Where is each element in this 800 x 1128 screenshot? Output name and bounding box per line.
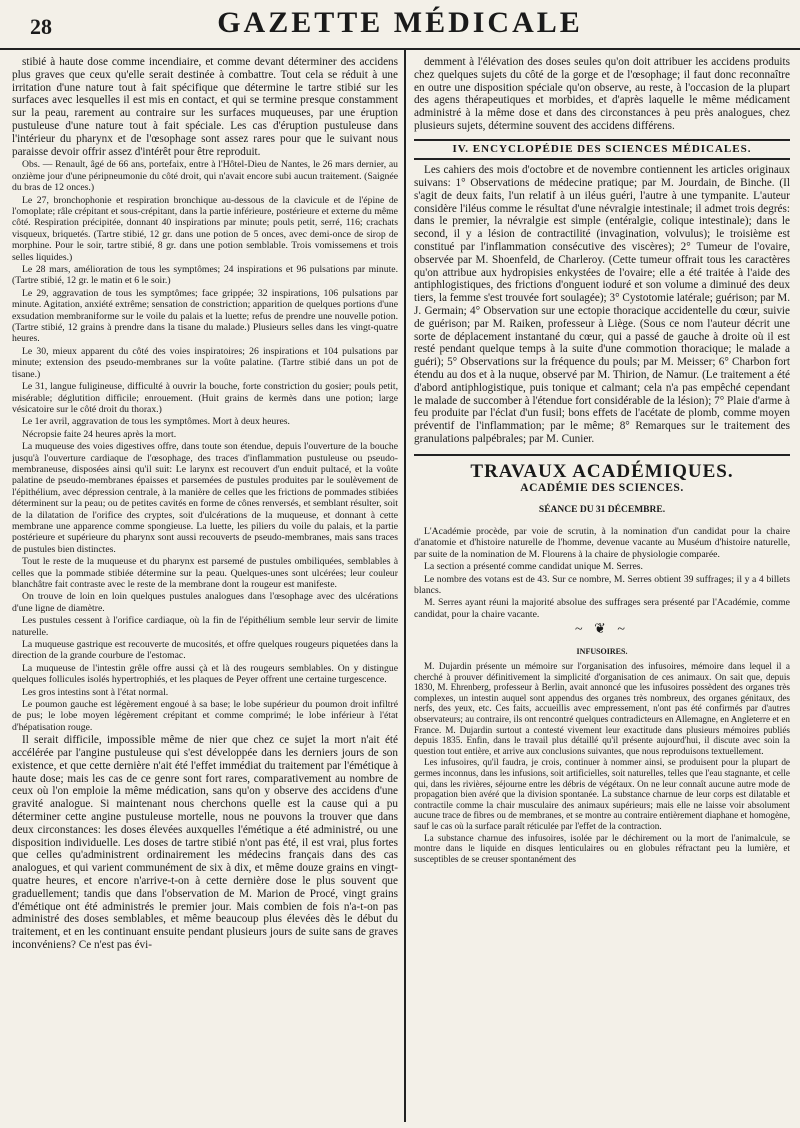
day-27-paragraph: Le 27, bronchophonie et respiration bronchique au-dessous de la clavicule et de l'épine de l'omoplate; râle crépitant et sous-crépitant, dans la partie inférieure, postérieure et externe du même côté. Respiration précipitée, donnant 40 inspirations par minute; pouls petit, serré, 116; crachats visqueux, briquetés. (Tartre stibié, 12 gr. dans une potion de 5 onces, avec demi-once de sirop de morphine. Pour le soir, tartre stibié, 8 gr. dans une potion semblable. Trois vomissemens et trois selles liquides.) — [12, 194, 398, 263]
substance-paragraph: La substance charnue des infusoires, isolée par le déchirement ou la mort de l'animalcule, se montre dans le liquide en disques lenticulaires ou en globules réfractant peu la lumière, et susceptibles de se creuser spontanément des — [414, 832, 790, 864]
section-candidate-paragraph: La section a présenté comme candidat unique M. Serres. — [424, 561, 643, 573]
infusoires-heading: INFUSOIRES. — [576, 646, 628, 656]
necropsy-paragraph: Nécropsie faite 24 heures après la mort. — [22, 428, 177, 440]
seance-heading: SÉANCE DU 31 DÉCEMBRE. — [538, 504, 666, 515]
intro-paragraph: stibié à haute dose comme incendiaire, et comme devant déterminer des accidens plus graves que ceux qu'elle serait destinée à combattre. Tout cela se réduit à une irritation d'une nature tout à fait spécifique que détermine le tartre stibié sur les surfaces avec lesquelles il est mis en contact, et qui se termine presque constamment sur la peau, rarement au contraire sur les surfaces muqueuses, par une éruption pustuleuse d'une nature tout à fait spéciale. Les cas d'éruption pustuleuse dans l'intérieur du pharynx et de l'œsophage sont assez rares pour que le suivant nous paraisse devoir offrir assez d'intérêt pour être reproduit. — [12, 56, 398, 158]
academie-heading: ACADÉMIE DES SCIENCES. — [520, 482, 684, 495]
mucosa-paragraph: La muqueuse des voies digestives offre, dans toute son étendue, depuis l'ouverture de la bouche jusqu'à l'ouverture cardiaque de l'œsophage, des traces d'inflammation pustuleuse ou pseudo-membraneuse, disposées ainsi qu'il suit: Le larynx est recouvert d'un enduit pultacé, et la voûte palatine de pseudo-membranes épaisses et parsemées de pustules produites par le soulèvement de l'épithélium, avec dépression centrale, à la manière de celles que les frictions de pommades stibiées déterminent sur la peau; ou de petites cavités en forme de cônes renversés, et semblant résulter, soit de la dilatation de l'orifice des cryptes, soit d'ulcérations de la muqueuse, et donnant à cette membrane une apparence comme spongieuse. La luette, les piliers du voile du palais, et la partie postérieure et supérieure du pharynx sont aussi recouverts de pseudo-membranes, mais sans traces de pustules bien distinctes. — [12, 441, 398, 555]
left-column — [12, 56, 398, 1118]
gastric-paragraph: La muqueuse gastrique est recouverte de mucosités, et offre quelques rougeurs piquetées dans la direction de la grande courbure de l'estomac. — [12, 639, 398, 662]
right-column — [414, 56, 790, 1118]
continuation-paragraph: demment à l'élévation des doses seules qu'on doit attribuer les accidens produits chez quelques sujets du côté de la gorge et de l'œsophage; il faut donc reconnaître en outre une disposition spéciale qu'on observe, au reste, à l'occasion de la plupart des agens thérapeutiques et morbides, et d'après laquelle le même médicament administré à la même dose et dans des circonstances à peu près analogues, chez plusieurs sujets, détermine souvent des accidens différens. — [414, 56, 790, 132]
rest-mucosa-paragraph: Tout le reste de la muqueuse et du pharynx est parsemé de pustules ombiliquées, semblables à celles que la pommade stibiée détermine sur la peau. Quelques-unes sont ulcérées; leur couleur blanchâtre fait contraste avec le reste de la membrane dont la rougeur est manifeste. — [12, 556, 398, 590]
observation-heading-paragraph: Obs. — Renault, âgé de 66 ans, portefaix, entre à l'Hôtel-Dieu de Nantes, le 26 mars dernier, au onzième jour d'une péripneumonie du côté droit, qui n'avait encore subi aucun traitement. (Saignée du bras de 12 onces.) — [12, 159, 398, 194]
encyclopedie-paragraph: Les cahiers des mois d'octobre et de novembre contiennent les articles originaux suivans: 1° Observations de médecine pratique; par M. Jourdain, de Binche. (Il s'agit de deux faits, l'un relatif à un iléus guéri, l'autre à une tympanite. L'auteur considère l'iléus comme le résultat d'une névralgie intestinale; il admet trois degrés: dans le premier, la névralgie est simple (entéralgie, colique intestinale); dans le second, il y a lésion de contractilité (invagination, volvulus); le troisième est constitué par l'inflammation consécutive des viscères); 2° Tumeur de l'ovaire, observée par M. Shoenfeld, de Charleroy. (Cette tumeur offrait tous les caractères qu'on attribue aux hydropisies enkystées de l'ovaire; elle a été traitée à l'aide des antiphlogistiques, des frictions d'onguent ioduré et son volume a diminué des deux tiers, la femme s'est trouvée fort soulagée); 3° Cystotomie latérale; guérison; par M. J. Germain; 4° Observation sur une ectopie thoracique accidentelle du cœur, suivie de guérison; par M. Raiken, professeur à Liège. (Sous ce nom l'auteur décrit une sorte de déplacement instantané du cœur, qui a passé de gauche à droite où il est resté pendant quelque temps à la suite d'une commotion thoracique; le malade a guéri); 5° Observations sur la fréquence du pouls; par M. Meisser; 6° Charbon fort étendu au dos et à la nuque, observé par M. Thirion, de Namur. (Le traitement a été d'abord antiphlogistique, puis tonique et calmant; cela n'a pas empêché cependant le malade de succomber à l'étendue fort considérable de la lésion); 7° Plaie d'arme à feu produite par l'éclat d'un fusil; bons effets de l'acétate de plomb, comme moyen préventif de l'inflammation; par le même; 8° Remarques sur le traitement des granulations palpébrales; par M. Cunier. — [414, 164, 790, 445]
april-1-paragraph: Le 1er avril, aggravation de tous les symptômes. Mort à deux heures. — [22, 416, 290, 428]
dujardin-paragraph: M. Dujardin présente un mémoire sur l'organisation des infusoires, mémoire dans lequel il a cherché à prouver définitivement la simplicité d'organisation de ces animaux. On sait que, depuis 1830, M. Ehrenberg, professeur à Berlin, avait annoncé que les infusoires possèdent des organes très complexes, un intestin auquel sont appendus des organes très nombreux, des organes génitaux, des nerfs, des yeux, etc. Ces faits, accueillis avec empressement, n'ont pas été confirmés par d'autres observateurs; au contraire, ils ont rencontré quelques contradicteurs en Allemagne, en Angleterre et en France. M. Dujardin surtout a contesté vivement leur exactitude dans plusieurs mémoires publiés depuis 1835. Enfin, dans le travail plus détaillé qu'il présente aujourd'hui, il discute avec soin la question tout entière, et arrive aux conclusions suivantes, que nous reproduisons textuellement. — [414, 661, 790, 756]
serres-paragraph: M. Serres ayant réuni la majorité absolue des suffrages sera présenté par l'Académie, comme candidat, pour la chaire vacante. — [414, 597, 790, 620]
day-31-paragraph: Le 31, langue fuligineuse, difficulté à ouvrir la bouche, forte constriction du gosier; pouls petit, misérable; déglutition difficile; enrouement. (Huit grains de kermès dans une potion; large vésicatoire sur le côté droit du thorax.) — [12, 381, 398, 415]
day-30-paragraph: Le 30, mieux apparent du côté des voies inspiratoires; 26 inspirations et 104 pulsations par minute; extension des pseudo-membranes sur la voûte palatine. (Tartre stibié dans un pot de tisane.) — [12, 345, 398, 380]
lung-paragraph: Le poumon gauche est légèrement engoué à sa base; le lobe supérieur du poumon droit infiltré de pus; le lobe moyen légèrement crépitant et comme comprimé; le lobe inférieur à l'état d'hépatisation rouge. — [12, 699, 398, 733]
intestine-paragraph: La muqueuse de l'intestin grêle offre aussi çà et là des rougeurs semblables. On y distingue quelques follicules isolés hypertrophiés, et les plaques de Peyer offrent une certaine turgescence. — [12, 662, 398, 686]
pustules-cease-paragraph: Les pustules cessent à l'orifice cardiaque, où la fin de l'épithélium semble leur servir de limite naturelle. — [12, 615, 398, 638]
column-divider — [404, 50, 406, 1122]
day-29-paragraph: Le 29, aggravation de tous les symptômes; face grippée; 32 inspirations, 106 pulsations par minute. Agitation, anxiété extrême; sensation de constriction; apparition de quelques portions d'une exsudation membraniforme sur le voile du palais et la luette; refus de prendre une nouvelle potion. (Tartre stibié, 12 grains à prendre dans la tisane du malade.) Plusieurs selles dans les vingt-quatre heures. — [12, 287, 398, 345]
infusoires-paragraph: Les infusoires, qu'il faudra, je crois, continuer à nommer ainsi, se produisent pour la plupart de germes inconnus, dans les infusions, soit artificielles, soit naturelles, telles que l'eau stagnante, et celle qui, dans les rivières, séjourne entre les débris de végétaux. On ne leur connaît aucune autre mode de propagation bien avéré que la division spontanée. La substance charnue de leur corps est dilatable et contractile comme la chair musculaire des animaux supérieurs; mais elle ne laisse voir absolument aucune trace de fibres ou de membranes, et se montre au contraire entièrement diaphane et homogène, sauf le cas où la surface paraît réticulée par l'effet de la contraction. — [414, 757, 790, 831]
masthead-title: GAZETTE MÉDICALE — [217, 6, 583, 39]
ornament-divider: ~ ❦ ~ — [575, 622, 629, 638]
nomination-paragraph: L'Académie procède, par voie de scrutin, à la nomination d'un candidat pour la chaire d'anatomie et d'histoire naturelle de l'homme, devenue vacante au Muséum d'histoire naturelle, par suite de la nomination de M. Flourens à la chaire de physiologie comparée. — [414, 525, 790, 560]
vote-count-paragraph: Le nombre des votans est de 43. Sur ce nombre, M. Serres obtient 39 suffrages; il y a 4 billets blancs. — [414, 573, 790, 596]
day-28-paragraph: Le 28 mars, amélioration de tous les symptômes; 24 inspirations et 96 pulsations par minute. (Tartre stibié, 12 gr. le matin et 6 le soir.) — [12, 264, 398, 287]
discussion-paragraph: Il serait difficile, impossible même de nier que chez ce sujet la mort n'ait été accélérée par l'angine pustuleuse qui s'est développée dans les derniers jours de son existence, et que cette dernière n'ait été l'effet immédiat du traitement par l'émétique à haute dose; mais les cas de ce genre sont fort rares, comparativement au nombre de ceux où l'on emploie la même médication, sans qu'on y observe des accidens d'une gravité analogue. Si maintenant nous cherchons quelle est la cause qui a pu déterminer cette angine pustuleuse mortelle, nous ne pouvons la trouver que dans deux circonstances: les doses élevées auxquelles l'émétique a été administré, ou une disposition individuelle. Les doses de tartre stibié n'ont pas été, il est vrai, plus fortes que celles qu'administrent ordinairement les médecins français dans des cas analogues, et qui varient communément de six à dix, et même douze grains en vingt-quatre heures, et encore n'arrive-t-on à cette dernière dose le plus souvent que graduellement; tandis que dans l'observation de M. Marion de Procé, vingt grains d'émétique ont été administrés le premier jour. Mais combien de fois n'a-t-on pas administré des doses semblables, et même beaucoup plus élevées dès le début du traitement, et en les continuant ensuite pendant plusieurs jours de suite sans de graves inconvéniens? Ce n'est pas évi- — [12, 734, 398, 952]
oesophagus-paragraph: On trouve de loin en loin quelques pustules analogues dans l'œsophage avec des ulcérations d'une ligne de diamètre. — [12, 591, 398, 614]
large-intestine-paragraph: Les gros intestins sont à l'état normal. — [22, 686, 169, 698]
page-header — [0, 0, 800, 50]
travaux-academiques-heading: TRAVAUX ACADÉMIQUES. — [414, 454, 790, 477]
section-heading-encyclopedie: IV. ENCYCLOPÉDIE DES SCIENCES MÉDICALES. — [414, 139, 790, 160]
page-number: 28 — [30, 14, 52, 39]
